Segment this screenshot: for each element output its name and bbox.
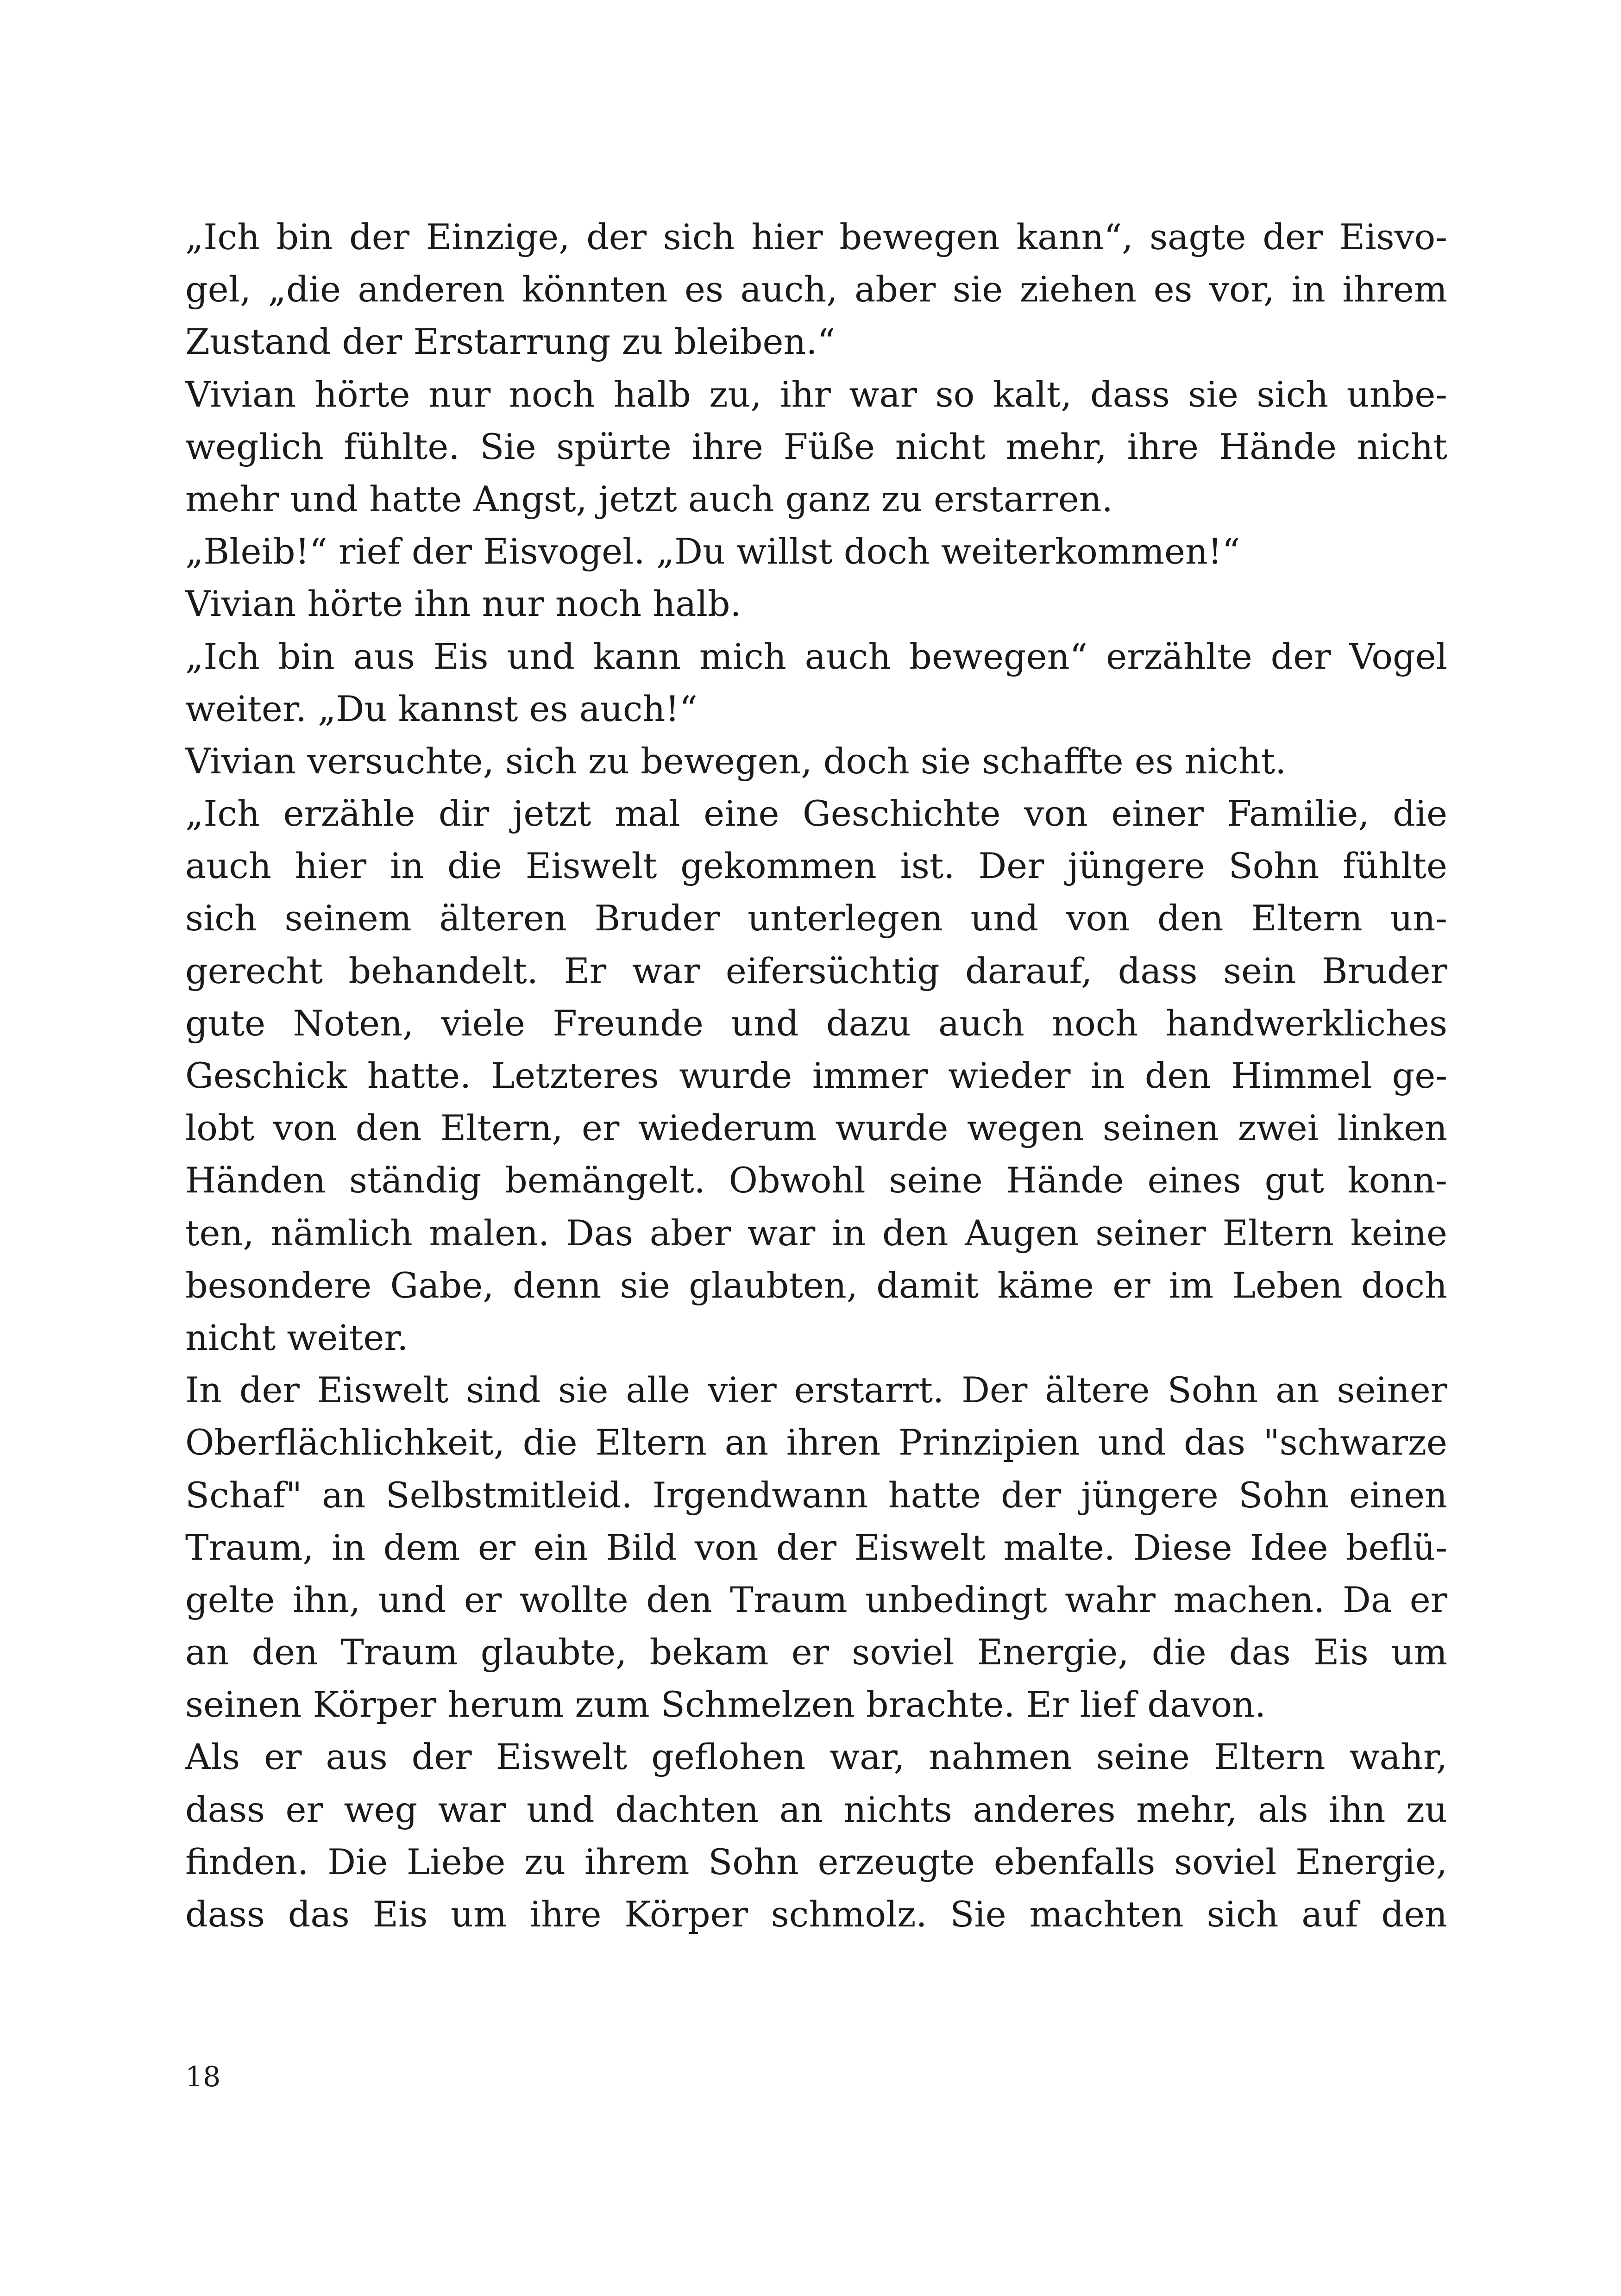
text-line: mehr und hatte Angst, jetzt auch ganz zu erstarren. [185, 478, 1113, 520]
text-line: dass das Eis um ihre Körper schmolz. Sie machten sich auf den [185, 1894, 1447, 1935]
text-line: Vivian hörte nur noch halb zu, ihr war so kalt, dass sie sich unbe- [185, 373, 1447, 415]
text-line: „Bleib!“ rief der Eisvogel. „Du willst doch weiterkommen!“ [185, 531, 1240, 572]
text-line: dass er weg war und dachten an nichts anderes mehr, als ihn zu [185, 1788, 1447, 1830]
text-line: besondere Gabe, denn sie glaubten, damit käme er im Leben doch [185, 1264, 1447, 1306]
text-line: nicht weiter. [185, 1317, 408, 1358]
text-line: sich seinem älteren Bruder unterlegen und von den Eltern un- [185, 897, 1447, 939]
text-line: Vivian versuchte, sich zu bewegen, doch sie schaffte es nicht. [185, 740, 1287, 782]
text-line: Traum, in dem er ein Bild von der Eiswelt malte. Diese Idee beflü- [185, 1526, 1447, 1568]
text-line: weglich fühlte. Sie spürte ihre Füße nicht mehr, ihre Hände nicht [185, 426, 1447, 467]
text-line: „Ich bin aus Eis und kann mich auch bewegen“ erzählte der Vogel [185, 635, 1447, 677]
text-line: „Ich bin der Einzige, der sich hier bewegen kann“, sagte der Eisvo- [185, 216, 1447, 257]
text-line: finden. Die Liebe zu ihrem Sohn erzeugte ebenfalls soviel Energie, [185, 1841, 1447, 1882]
page-number: 18 [185, 2061, 221, 2093]
text-line: seinen Körper herum zum Schmelzen brachte. Er lief davon. [185, 1684, 1266, 1725]
text-line: gerecht behandelt. Er war eifersüchtig darauf, dass sein Bruder [185, 950, 1447, 991]
text-line: Zustand der Erstarrung zu bleiben.“ [185, 321, 836, 363]
text-line: weiter. „Du kannst es auch!“ [185, 688, 697, 729]
text-line: gel, „die anderen könnten es auch, aber sie ziehen es vor, in ihrem [185, 269, 1447, 310]
text-line: Geschick hatte. Letzteres wurde immer wieder in den Himmel ge- [185, 1055, 1447, 1096]
text-line: lobt von den Eltern, er wiederum wurde wegen seinen zwei linken [185, 1107, 1447, 1149]
body-text [185, 211, 1447, 1940]
text-line: Oberflächlichkeit, die Eltern an ihren Prinzipien und das "schwarze [185, 1422, 1447, 1463]
text-line: auch hier in die Eiswelt gekommen ist. Der jüngere Sohn fühlte [185, 845, 1447, 887]
text-line: Als er aus der Eiswelt geflohen war, nahmen seine Eltern wahr, [185, 1736, 1447, 1778]
text-line: an den Traum glaubte, bekam er soviel Energie, die das Eis um [185, 1631, 1447, 1673]
text-line: ten, nämlich malen. Das aber war in den Augen seiner Eltern keine [185, 1212, 1447, 1254]
text-line: Vivian hörte ihn nur noch halb. [185, 583, 741, 625]
text-line: gelte ihn, und er wollte den Traum unbedingt wahr machen. Da er [185, 1579, 1447, 1620]
text-line: In der Eiswelt sind sie alle vier erstarrt. Der ältere Sohn an seiner [185, 1369, 1447, 1411]
text-line: Händen ständig bemängelt. Obwohl seine Hände eines gut konn- [185, 1160, 1447, 1201]
text-line: „Ich erzähle dir jetzt mal eine Geschichte von einer Familie, die [185, 793, 1447, 834]
text-line: Schaf" an Selbstmitleid. Irgendwann hatte der jüngere Sohn einen [185, 1474, 1447, 1516]
text-line: gute Noten, viele Freunde und dazu auch noch handwerkliches [185, 1002, 1447, 1044]
